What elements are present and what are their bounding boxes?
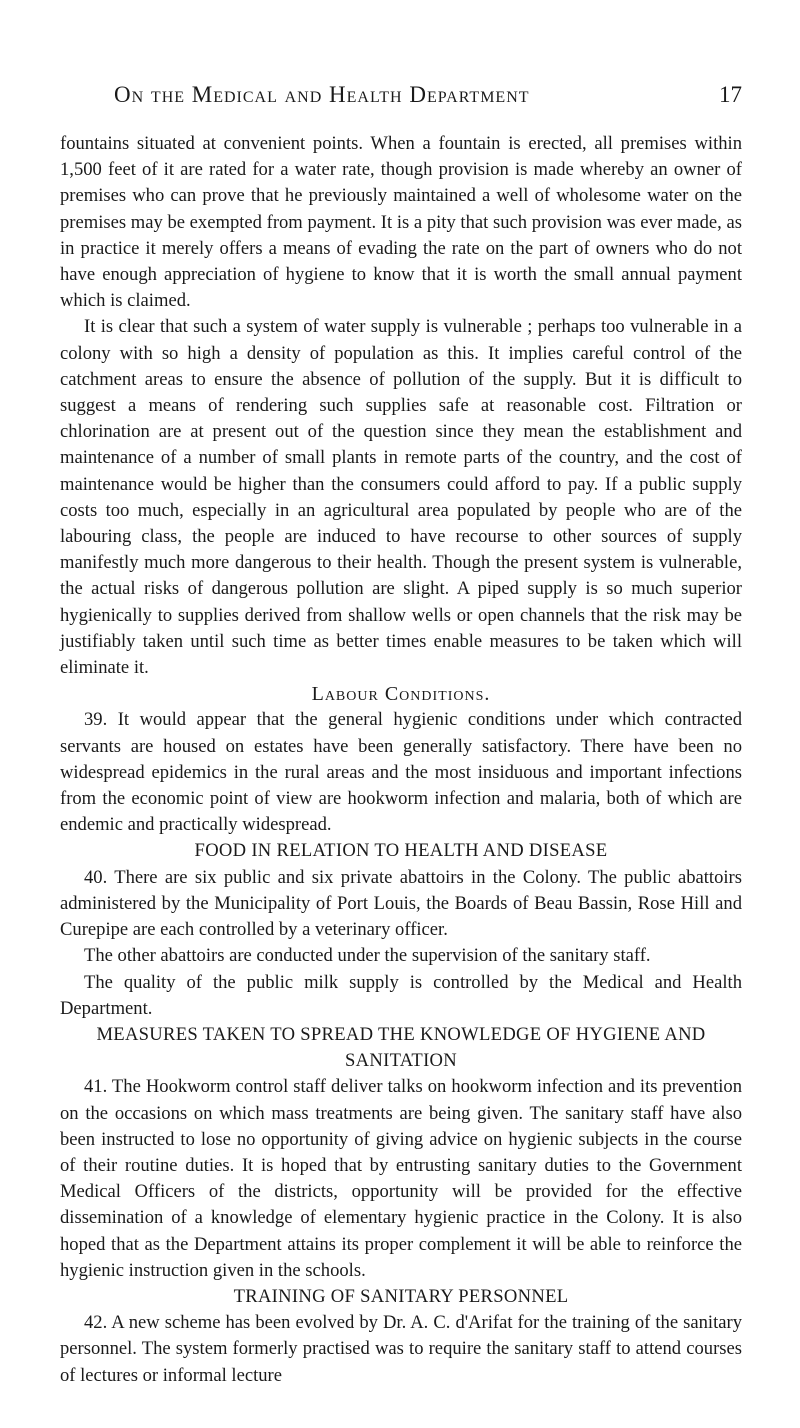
paragraph-water-rate: fountains situated at convenient points. When a fountain is erected, all premises within 1,500 feet of it are rated for a water rate, though provision is made whereby an owner of premises who can prove that he previously maintained a well of wholesome water on the premises may be exempted from payment. It is a pity that such provision was ever made, as in practice it merely offers a means of evading the rate on the part of owners who do not have enough appreciation of hygiene to know that it is worth the small annual payment which is claimed. <box>60 133 742 312</box>
heading-labour-conditions: Labour Conditions. <box>311 683 491 706</box>
heading-training: TRAINING OF SANITARY PERSONNEL <box>233 1285 569 1307</box>
body-text <box>60 131 742 1389</box>
paragraph-39: 39. It would appear that the general hygienic conditions under which contracted servants are housed on estates have been generally satisfactory. There have been no widespread epidemics in the rural areas and the most insiduous and important infections from the economic point of view are hookworm infection and malaria, both of which are endemic and practically widespread. <box>60 709 742 836</box>
paragraph-40-milk: The quality of the public milk supply is controlled by the Medical and Health Department. <box>60 971 742 1019</box>
running-header <box>60 82 742 112</box>
paragraph-40-abattoirs: 40. There are six public and six private abattoirs in the Colony. The public abattoirs administered by the Municipality of Port Louis, the Boards of Beau Bassin, Rose Hill and Curepipe are each controlled by a veterinary officer. <box>60 866 742 941</box>
paragraph-40-other-abattoirs: The other abattoirs are conducted under the supervision of the sanitary staff. <box>84 945 651 967</box>
heading-measures: MEASURES TAKEN TO SPREAD THE KNOWLEDGE OF HYGIENE AND SANITATION <box>96 1023 706 1072</box>
paragraph-42: 42. A new scheme has been evolved by Dr. A. C. d'Arifat for the training of the sanitary personnel. The system formerly practised was to require the sanitary staff to attend courses of lectures or informal lecture <box>60 1312 742 1386</box>
running-title: On the Medical and Health Department <box>114 82 530 107</box>
paragraph-41: 41. The Hookworm control staff deliver talks on hookworm infection and its prevention on the occasions on which mass treatments are being given. The sanitary staff have also been instructed to lose no opportunity of giving advice on hygienic subjects in the course of their routine duties. It is hoped that by entrusting sanitary duties to the Government Medical Officers of the districts, opportunity will be provided for the effective dissemination of a knowledge of elementary hygienic practice in the Colony. It is also hoped that as the Department attains its proper complement it will be able to reinforce the hygienic instruction given in the schools. <box>60 1076 742 1281</box>
heading-food: FOOD IN RELATION TO HEALTH AND DISEASE <box>194 840 608 862</box>
page-number: 17 <box>719 82 742 107</box>
paragraph-water-supply: It is clear that such a system of water supply is vulnerable ; perhaps too vulnerable in a colony with so high a density of population as this. It implies careful control of the catchment areas to ensure the absence of pollution of the supply. But it is difficult to suggest a means of rendering such supplies safe at reasonable cost. Filtration or chlorination are at present out of the question since they mean the establishment and maintenance of a number of small plants in remote parts of the country, and the cost of maintenance would be higher than the consumers could afford to pay. If a public supply costs too much, especially in an agricultural area populated by people who are of the labouring class, the people are induced to have recourse to other sources of supply manifestly much more dangerous to their health. Though the present system is vulnerable, the actual risks of dangerous pollution are slight. A piped supply is so much superior hygienically to supplies derived from shallow wells or open channels that the risk may be justifiably taken until such time as better times enable measures to be taken which will eliminate it. <box>60 316 742 679</box>
